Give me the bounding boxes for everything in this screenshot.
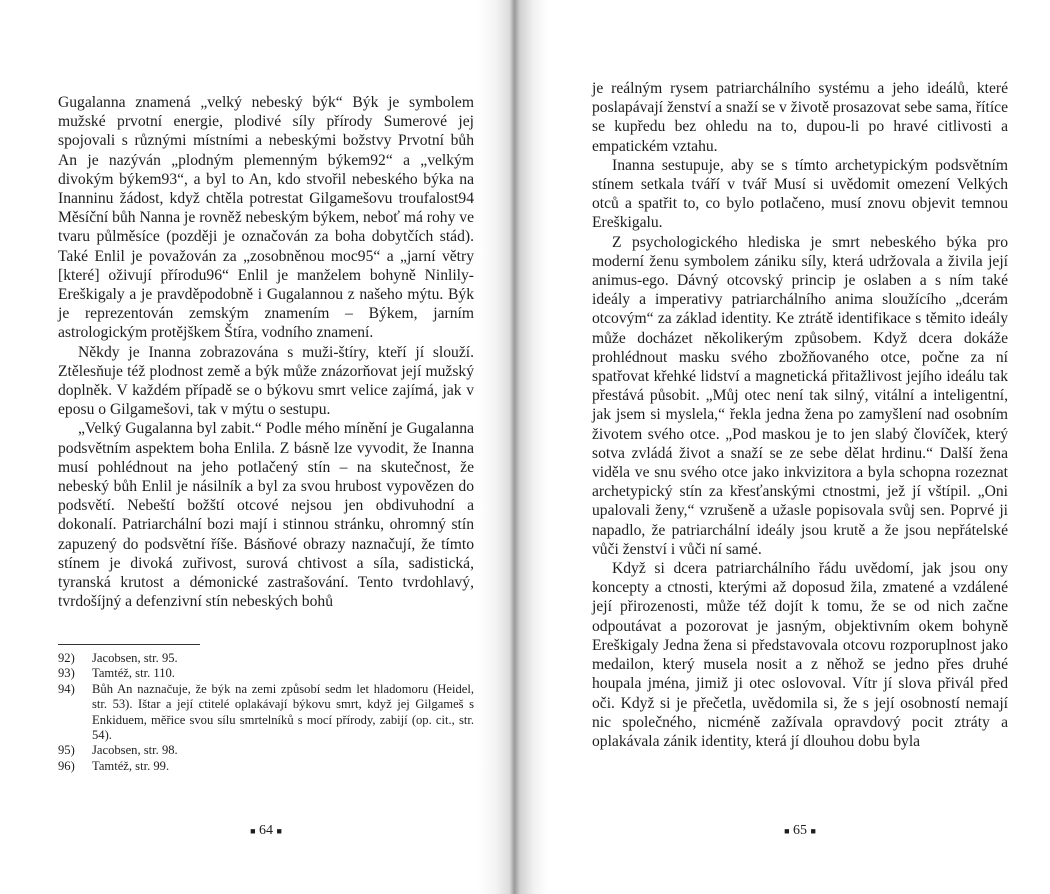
footnote bbox=[58, 759, 474, 774]
footnote bbox=[58, 743, 474, 758]
footnote-text: Tamtéž, str. 110. bbox=[92, 666, 175, 681]
paragraph: Z psychologického hlediska je smrt nebeského býka pro moderní ženu symbolem zániku síly, která udržovala a živila její animus-ego. Dávný otcovský princip je oslaben a s ním také ideály a imperativy patriarchálního anima sloužícího „dcerám otcovým“ za základ identity. Ke ztrátě identifikace s těmito ideály může docházet několikerým způsobem. Když dcera dokáže prohlédnout masku svého zbožňovaného otce, počne za ní spatřovat křehké lidství a magnetická přitažlivost jejího ideálu tak přestává působit. „Můj otec není tak silný, vitální a inteligentní, jak jsem si myslela,“ řekla jedna žena po zamyšlení nad osobním životem svého otce. „Pod maskou je to jen slabý človíček, který sotva zvládá život a snaží se ze sebe dělat hrdinu.“ Další žena viděla ve snu svého otce jako inkvizitora a byla schopna rozeznat archetypický stín za křesťanskými ctnostmi, jež jí vštípil. „Oni upalovali ženy,“ vzrušeně a užasle popisovala svůj sen. Poprvé ji napadlo, že patriarchální ideály jsou krutě a že jsou nepřátelské vůči ženství i vůči ní samé. bbox=[592, 233, 1008, 558]
footnote-text: Tamtéž, str. 99. bbox=[92, 758, 170, 773]
paragraph: Když si dcera patriarchálního řádu uvědomí, jak jsou ony koncepty a ctnosti, kterými až doposud žila, zmatené a vzdálené její přirozenosti, může též dojít k tomu, že se od nich začne odpoutávat a pozorovat je jasným, objektivním okem bohyně Ereškigaly Jedna žena si představovala otcovu rozporuplnost jako medailon, který musela nosit a z něhož se jedno přes druhé houpala jména, jimiž ji otec oslovoval. Vítr jí slova přivál před oči. Když si je přečetla, uvědomila si, že s její osobností nemají nic společného, nicméně zažívala opravdový pocit ztráty a oplakávala zánik identity, která jí dlouhou dobu byla bbox=[592, 560, 1008, 750]
footnote-text: Jacobsen, str. 95. bbox=[92, 651, 178, 665]
footnote bbox=[58, 682, 474, 744]
folio-bullet-left: ■ bbox=[784, 825, 790, 836]
folio-bullet-left: ■ bbox=[250, 825, 256, 836]
footnote bbox=[58, 651, 474, 666]
page-number bbox=[592, 823, 1008, 839]
paragraph: Inanna sestupuje, aby se s tímto archetypickým podsvětním stínem setkala tváří v tvář Musí si uvědomit omezení Velkých otců a spatřit to, co bylo potlačeno, musí znovu objevit temnou Ereškigalu. bbox=[592, 156, 1008, 232]
footnote-text: Bůh An naznačuje, že býk na zemi způsobí sedm let hladomoru (Heidel, str. 53). Ištar a její ctitelé oplakávají býkovu smrt, když jej Gilgameš s Enkiduem, měřice svou sílu smrtelníků s mocí přírody, zabijí (op. cit., str. 54). bbox=[92, 681, 474, 743]
book-gutter bbox=[478, 0, 548, 894]
paragraph: je reálným rysem patriarchálního systému a jeho ideálů, které poslapávají ženství a snaží se v životě prosazovat sebe sama, řítíce se kupředu bez ohledu na to, dupou-li po hravé citlivosti a empatickém vztahu. bbox=[592, 80, 1008, 155]
right-page-body bbox=[592, 79, 1008, 751]
footnote-number: 94) bbox=[58, 681, 75, 696]
footnote-number: 96) bbox=[58, 758, 75, 773]
folio-bullet-right: ■ bbox=[810, 825, 816, 836]
footnote bbox=[58, 666, 474, 681]
folio-bullet-right: ■ bbox=[276, 825, 282, 836]
page-number bbox=[58, 823, 474, 839]
page-number-value: 64 bbox=[259, 823, 273, 838]
left-page-body bbox=[58, 93, 474, 611]
footnote-rule bbox=[58, 644, 200, 645]
footnote-text: Jacobsen, str. 98. bbox=[92, 743, 178, 758]
footnote-number: 93) bbox=[58, 666, 75, 681]
page-number-value: 65 bbox=[793, 823, 807, 838]
right-page bbox=[592, 0, 1008, 894]
left-page bbox=[58, 0, 474, 894]
paragraph: Někdy je Inanna zobrazována s muži-štíry, kteří jí slouží. Ztělesňuje též plodnost země a býk může znázorňovat její mužský doplněk. V každém případě se o býkovu smrt velice zajímá, jak v eposu o Gilgamešovi, tak v mýtu o sestupu. bbox=[58, 343, 474, 419]
footnote-number: 92) bbox=[58, 651, 75, 665]
footnotes bbox=[58, 651, 474, 774]
paragraph: Gugalanna znamená „velký nebeský býk“ Býk je symbolem mužské prvotní energie, plodivé síly přírody Sumerové jej spojovali s různými místními a nebeskými božstvy Prvotní bůh An je nazýván „plodným plemenným býkem92“ a „velkým divokým býkem93“, a byl to An, kdo stvořil nebeského býka na Inanninu žádost, když chtěla potrestat Gilgamešovu troufalost94 Měsíční bůh Nanna je rovněž nebeským býkem, neboť má rohy ve tvaru půlměsíce (později je označován za boha dobytčích stád). Také Enlil je považován za „zosobněnou moc95“ a „jarní větry [které] oživují přírodu96“ Enlil je manželem bohyně Ninlily-Ereškigaly a je pravděpodobně i Gugalannou z našeho mýtu. Býk je reprezentován zemským znamením – Býkem, jarním astrologickým protějškem Štíra, vodního znamení. bbox=[58, 94, 474, 342]
paragraph: „Velký Gugalanna byl zabit.“ Podle mého mínění je Gugalanna podsvětním aspektem boha Enlila. Z básně lze vyvodit, že Inanna musí pohlédnout na jeho potlačený stín – na skutečnost, že nebeský bůh Enlil je násilník a byl za svou hrubost vypovězen do podsvětí. Nebeští božští otcové nejsou jen obdivuhodní a dokonalí. Patriarchální bozi mají i stinnou stránku, ohromný stín zapuzený do podsvětní říše. Básňové obrazy naznačují, že tímto stínem je divoká zuřivost, surová chtivost a síla, sadistická, tyranská krutost a démonické zastrašování. Tento tvrdohlavý, tvrdošíjný a defenzivní stín nebeských bohů bbox=[58, 420, 474, 611]
footnote-number: 95) bbox=[58, 743, 75, 758]
